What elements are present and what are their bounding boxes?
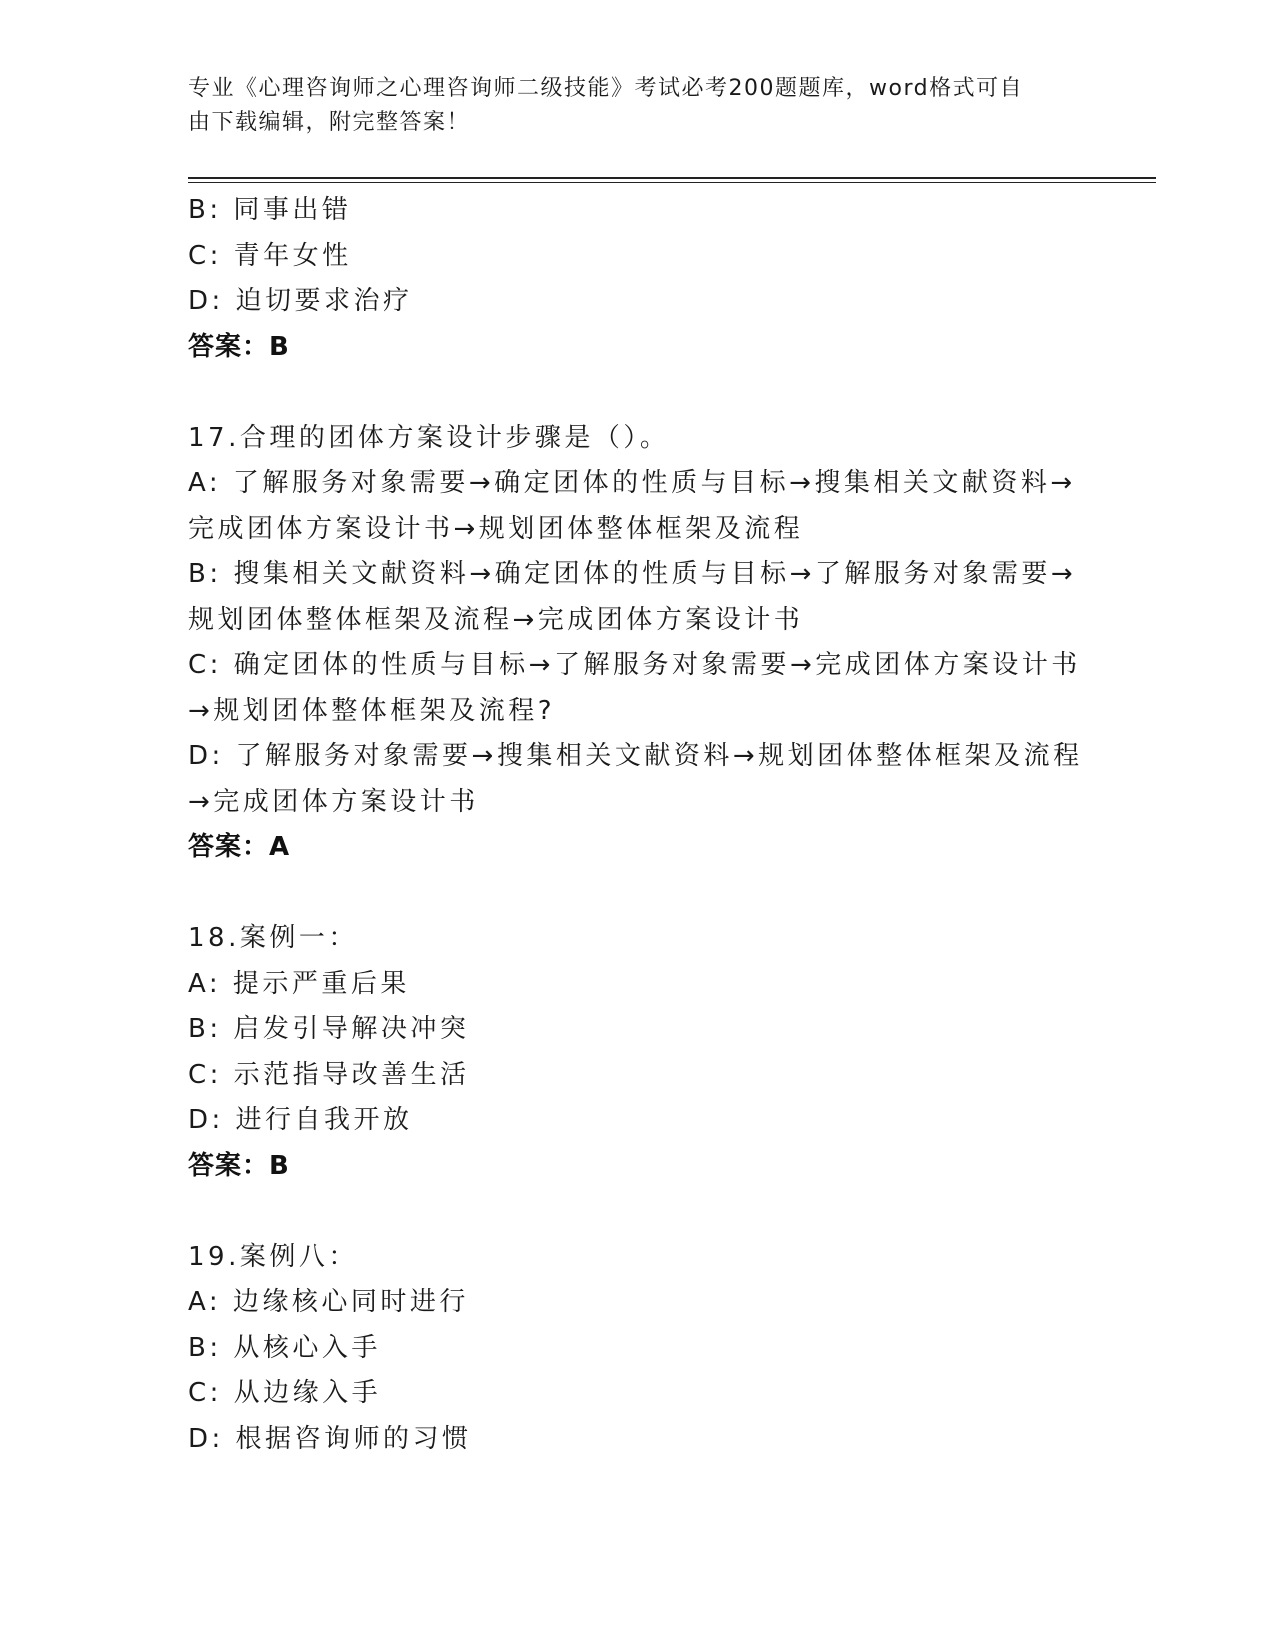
question-text: 19.案例八： [188, 1241, 358, 1272]
question-text: 17.合理的团体方案设计步骤是（）。 [188, 422, 670, 453]
answer-label: 答案：B [188, 1150, 290, 1181]
option-b: B: 从核心入手 [188, 1332, 381, 1363]
option-d: D: 根据咨询师的习惯 [188, 1423, 472, 1454]
option-a: A: 边缘核心同时进行 [188, 1287, 469, 1317]
option-d: D: 进行自我开放 [188, 1105, 413, 1135]
option-c: C: 示范指导改善生活 [188, 1059, 470, 1090]
spacer [188, 370, 1088, 416]
header-rule-thick [188, 177, 1156, 179]
question-17-block [188, 416, 1088, 871]
header-rule-thin [188, 182, 1156, 183]
answer-label: 答案：A [188, 832, 291, 862]
option-c: C: 从边缘入手 [188, 1378, 382, 1408]
answer-label: 答案：B [188, 331, 290, 362]
option-c-line-2: →规划团体整体框架及流程? [188, 695, 556, 726]
option-d-line-2: →完成团体方案设计书 [188, 786, 479, 817]
spacer [188, 871, 1088, 917]
header-line-2: 由下载编辑，附完整答案！ [188, 110, 471, 135]
option-b: B: 同事出错 [188, 195, 352, 225]
option-c: C: 青年女性 [188, 240, 352, 271]
document-content [188, 188, 1088, 1462]
question-18-block [188, 916, 1088, 1189]
document-header [188, 72, 1068, 140]
option-d-line-1: D: 了解服务对象需要→搜集相关文献资料→规划团体整体框架及流程 [188, 741, 1083, 771]
option-a-line-2: 完成团体方案设计书→规划团体整体框架及流程 [188, 513, 804, 544]
option-b-line-1: B: 搜集相关文献资料→确定团体的性质与目标→了解服务对象需要→ [188, 559, 1077, 589]
option-b: B: 启发引导解决冲突 [188, 1014, 470, 1044]
question-19-block [188, 1235, 1088, 1463]
option-a: A: 提示严重后果 [188, 968, 410, 999]
option-c-line-1: C: 确定团体的性质与目标→了解服务对象需要→完成团体方案设计书 [188, 650, 1081, 680]
option-b-line-2: 规划团体整体框架及流程→完成团体方案设计书 [188, 604, 804, 635]
spacer [188, 1189, 1088, 1235]
question-text: 18.案例一： [188, 923, 358, 953]
option-a-line-1: A: 了解服务对象需要→确定团体的性质与目标→搜集相关文献资料→ [188, 468, 1076, 498]
header-line-1: 专业《心理咨询师之心理咨询师二级技能》考试必考200题题库，word格式可自 [188, 76, 1024, 101]
question-16-block [188, 188, 1088, 370]
option-d: D: 迫切要求治疗 [188, 286, 413, 316]
